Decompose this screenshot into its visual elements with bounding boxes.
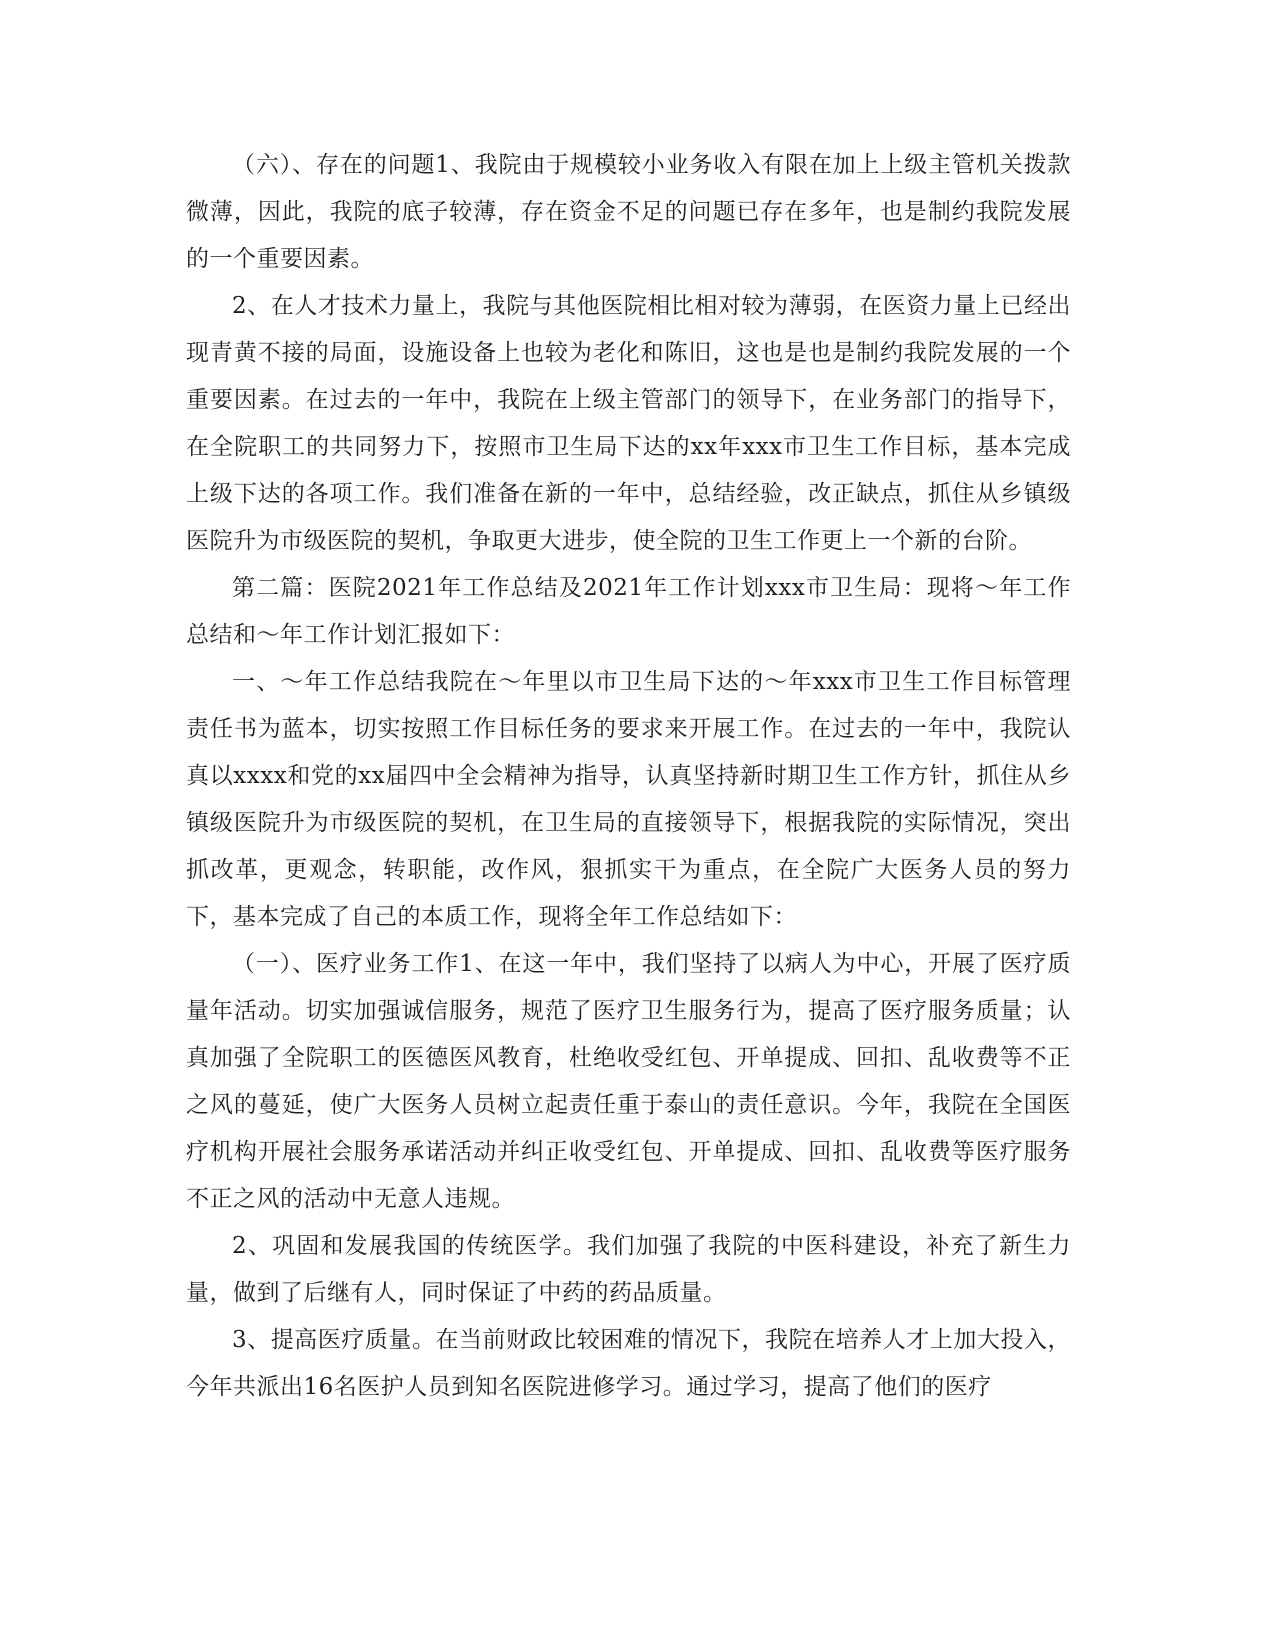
paragraph-annual-summary: 一、～年工作总结我院在～年里以市卫生局下达的～年xxx市卫生工作目标管理责任书为蓝本，切实按照工作目标任务的要求来开展工作。在过去的一年中，我院认真以xxxx和党的xx届四中全会精神为指导，认真坚持新时期卫生工作方针，抓住从乡镇级医院升为市级医院的契机，在卫生局的直接领导下，根据我院的实际情况，突出抓改革，更观念，转职能，改作风，狠抓实干为重点，在全院广大医务人员的努力下，基本完成了自己的本质工作，现将全年工作总结如下： — [186, 669, 1071, 930]
paragraph-medical-work: （一）、医疗业务工作1、在这一年中，我们坚持了以病人为中心，开展了医疗质量年活动。切实加强诚信服务，规范了医疗卫生服务行为，提高了医疗服务质量；认真加强了全院职工的医德医风教育，杜绝收受红包、开单提成、回扣、乱收费等不正之风的蔓延，使广大医务人员树立起责任重于泰山的责任意识。今年，我院在全国医疗机构开展社会服务承诺活动并纠正收受红包、开单提成、回扣、乱收费等医疗服务不正之风的活动中无意人违规。 — [186, 951, 1071, 1212]
paragraph-problems: （六）、存在的问题1、我院由于规模较小业务收入有限在加上上级主管机关拨款微薄，因此，我院的底子较薄，存在资金不足的问题已存在多年，也是制约我院发展的一个重要因素。 — [186, 152, 1071, 272]
paragraph-talent: 2、在人才技术力量上，我院与其他医院相比相对较为薄弱，在医资力量上已经出现青黄不接的局面，设施设备上也较为老化和陈旧，这也是也是制约我院发展的一个重要因素。在过去的一年中，我院在上级主管部门的领导下，在业务部门的指导下，在全院职工的共同努力下，按照市卫生局下达的xx年xxx市卫生工作目标，基本完成上级下达的各项工作。我们准备在新的一年中，总结经验，改正缺点，抓住从乡镇级医院升为市级医院的契机，争取更大进步，使全院的卫生工作更上一个新的台阶。 — [186, 293, 1071, 554]
paragraph-second-article-heading: 第二篇：医院2021年工作总结及2021年工作计划xxx市卫生局：现将～年工作总结和～年工作计划汇报如下： — [186, 575, 1071, 648]
paragraph-traditional-medicine: 2、巩固和发展我国的传统医学。我们加强了我院的中医科建设，补充了新生力量，做到了后继有人，同时保证了中药的药品质量。 — [186, 1233, 1071, 1306]
document-body — [186, 142, 1071, 1411]
paragraph-medical-quality: 3、提高医疗质量。在当前财政比较困难的情况下，我院在培养人才上加大投入，今年共派出16名医护人员到知名医院进修学习。通过学习，提高了他们的医疗 — [186, 1327, 1071, 1400]
